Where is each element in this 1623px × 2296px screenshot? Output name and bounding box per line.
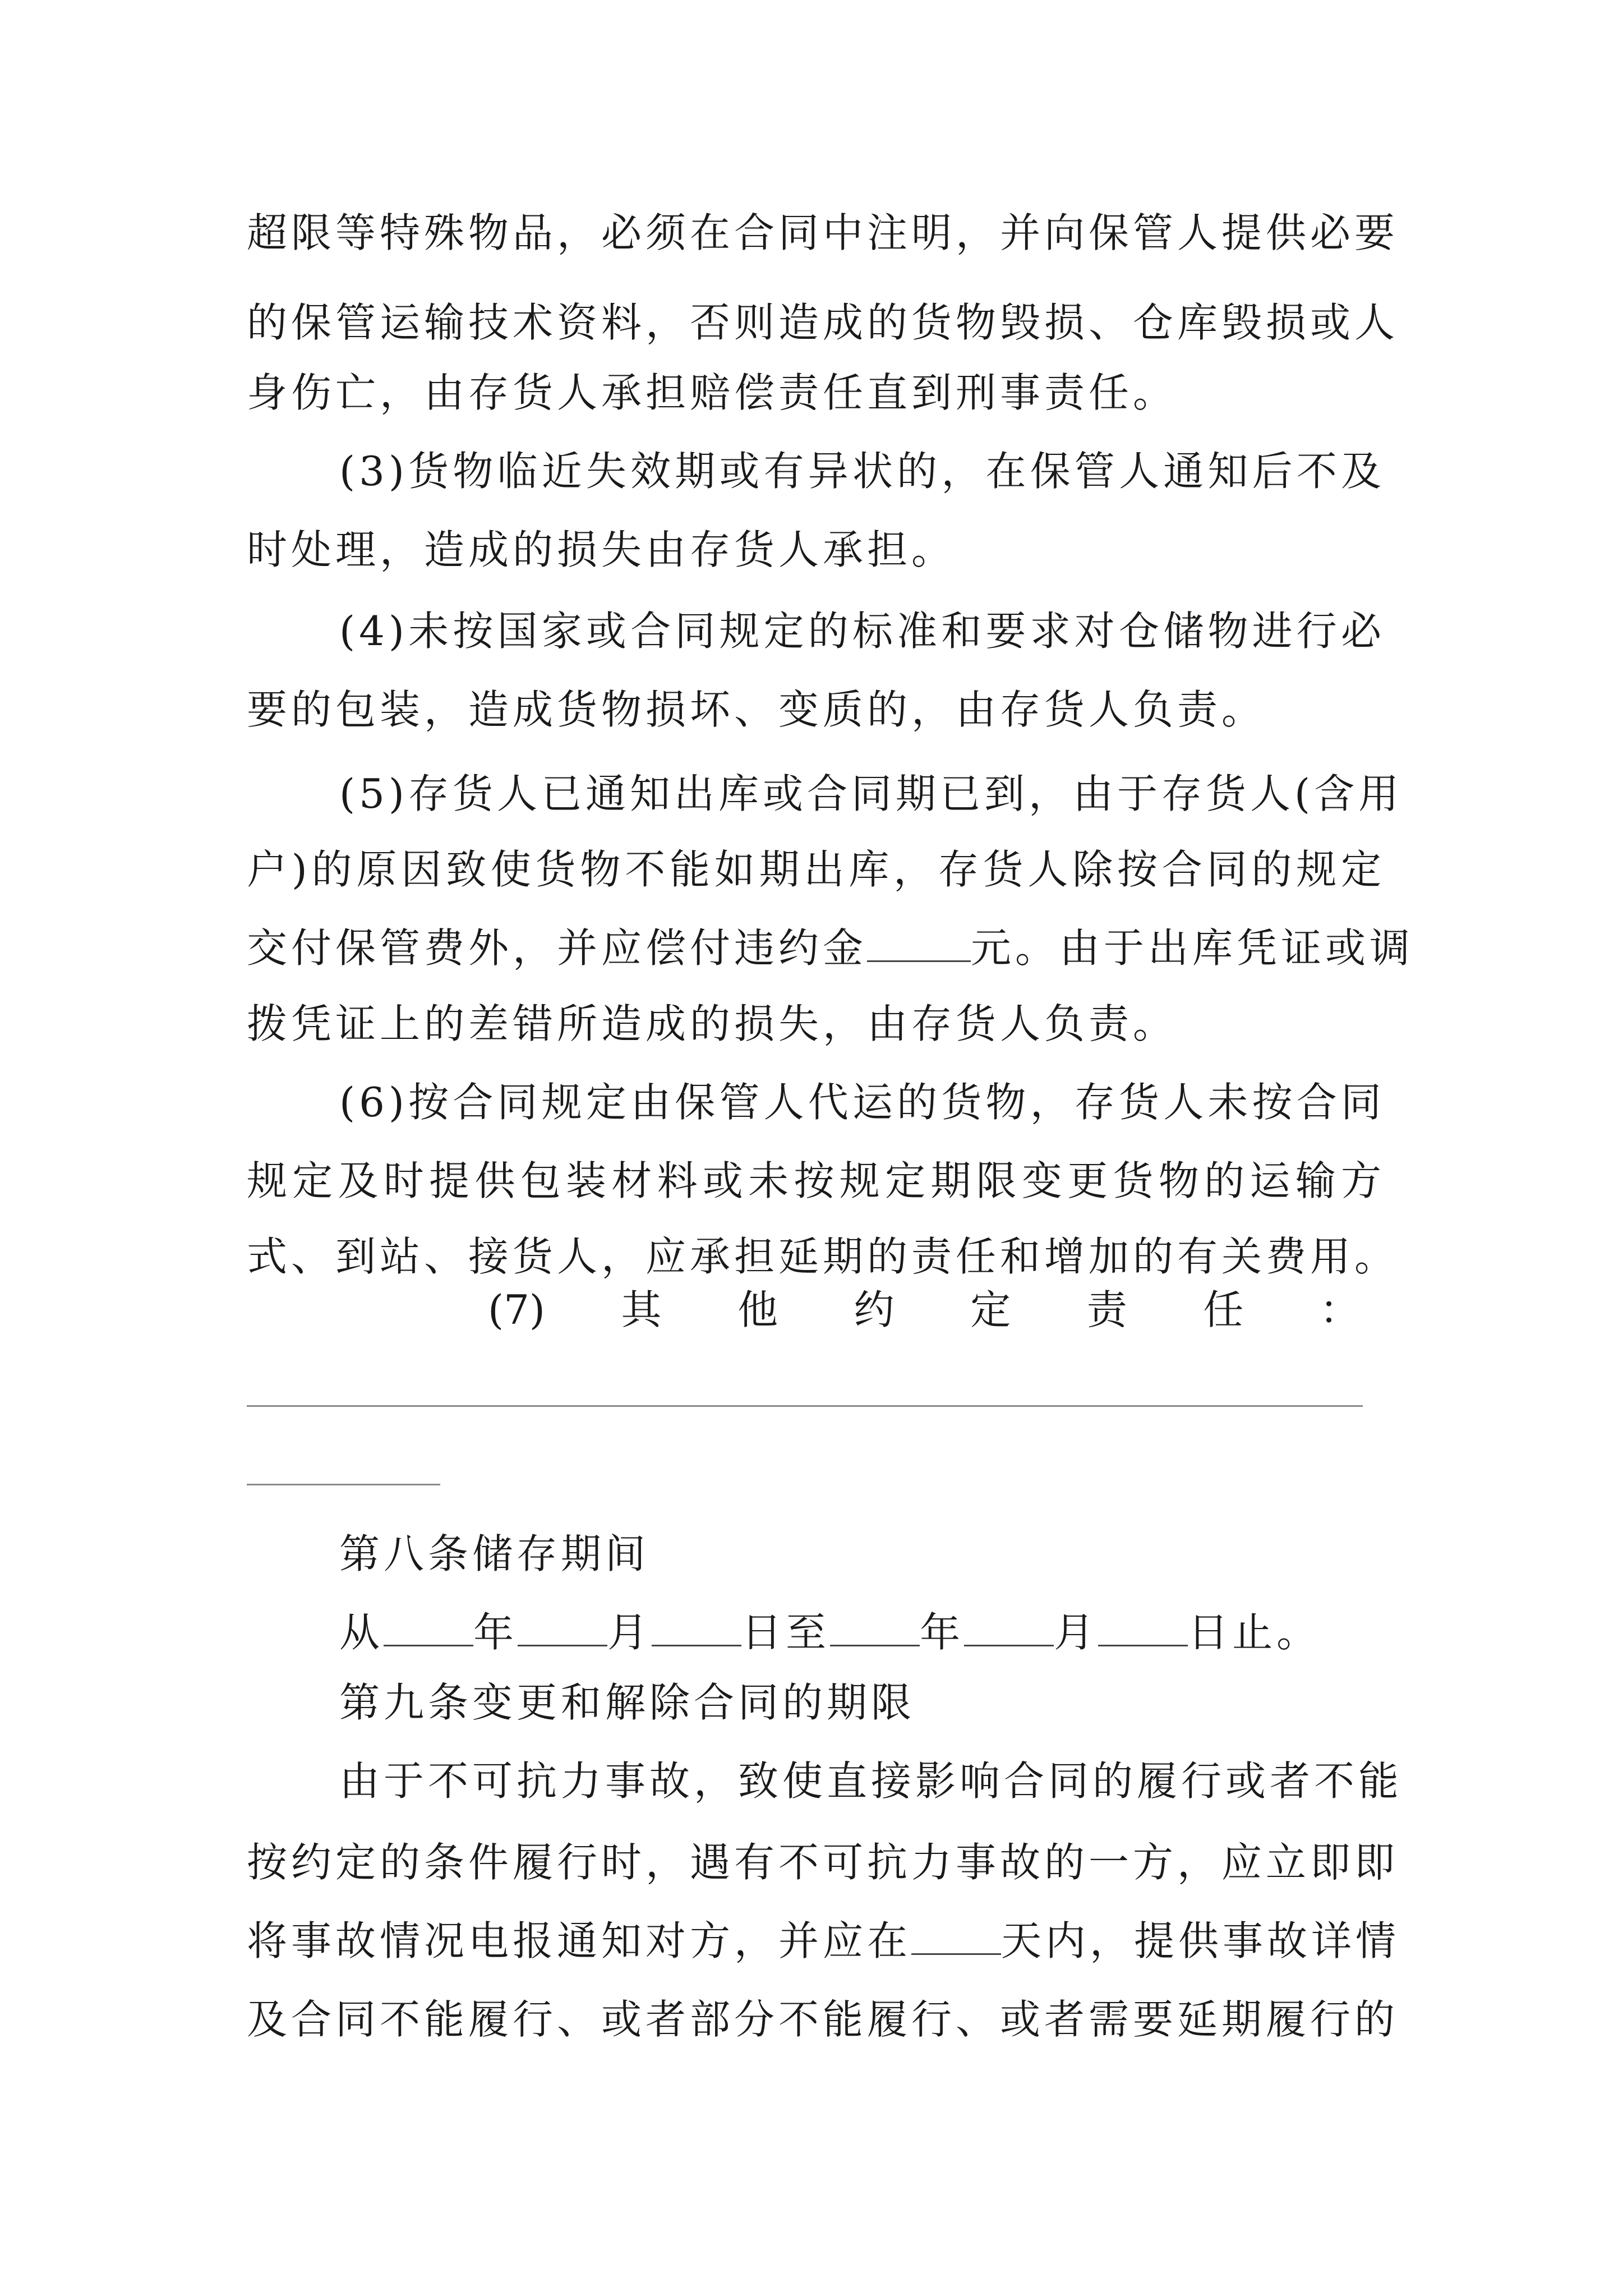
text-line: 式、到站、接货人，应承担延期的责任和增加的有关费用。 (247, 1233, 1399, 1280)
text-segment: 交付保管费外，并应偿付违约金 (247, 924, 868, 972)
text-line: 按约定的条件履行时，遇有不可抗力事故的一方，应立即即 (247, 1839, 1399, 1886)
text-line: 拨凭证上的差错所造成的损失，由存货人负责。 (247, 1000, 1178, 1047)
section-heading: 第八条储存期间 (339, 1530, 650, 1577)
text-line: 户)的原因致使货物不能如期出库，存货人除按合同的规定 (247, 846, 1385, 893)
text-segment: 年 (920, 1609, 965, 1656)
clause-token: 责 (1086, 1286, 1127, 1333)
fill-in-rule[interactable] (247, 1405, 1363, 1407)
section-heading: 第九条变更和解除合同的期限 (339, 1679, 916, 1726)
fill-in-blank[interactable] (964, 1639, 1054, 1646)
clause-token: (7) (488, 1286, 545, 1333)
text-segment: 月 (607, 1609, 652, 1656)
text-segment: 日止。 (1188, 1609, 1321, 1656)
text-segment: 日至 (741, 1609, 831, 1656)
clause-token: 定 (970, 1286, 1011, 1333)
clause-token: 他 (737, 1286, 778, 1333)
text-line: (6)按合同规定由保管人代运的货物，存货人未按合同 (339, 1079, 1385, 1126)
text-line: 由于不可抗力事故，致使直接影响合同的履行或者不能 (339, 1757, 1403, 1805)
storage-period-line (339, 1604, 1385, 1660)
text-line: (3)货物临近失效期或有异状的，在保管人通知后不及 (339, 448, 1385, 495)
fill-in-blank[interactable] (911, 1948, 1001, 1955)
text-line: 的保管运输技术资料，否则造成的货物毁损、仓库毁损或人 (247, 299, 1399, 346)
text-line-with-blank (247, 920, 1414, 976)
text-segment: 月 (1054, 1609, 1099, 1656)
text-segment: 从 (339, 1609, 384, 1656)
text-line: 规定及时提供包装材料或未按规定期限变更货物的运输方 (247, 1157, 1385, 1204)
fill-in-blank[interactable] (867, 955, 971, 962)
text-line: 及合同不能履行、或者部分不能履行、或者需要延期履行的 (247, 1996, 1399, 2043)
text-line: 时处理，造成的损失由存货人承担。 (247, 526, 956, 573)
text-line: 身伤亡，由存货人承担赔偿责任直到刑事责任。 (247, 369, 1178, 416)
text-segment: 天内，提供事故详情 (1001, 1917, 1400, 1964)
clause-token: 其 (621, 1286, 662, 1333)
clause-token: ： (1319, 1286, 1360, 1333)
fill-in-blank[interactable] (830, 1639, 920, 1646)
text-segment: 年 (473, 1609, 518, 1656)
fill-in-blank[interactable] (384, 1639, 473, 1646)
text-segment: 将事故情况电报通知对方，并应在 (247, 1917, 912, 1964)
text-line: (4)未按国家或合同规定的标准和要求对仓储物进行必 (339, 608, 1385, 655)
fill-in-blank[interactable] (518, 1639, 607, 1646)
clause-7-heading (247, 1282, 1360, 1338)
text-line: 要的包装，造成货物损坏、变质的，由存货人负责。 (247, 686, 1266, 733)
fill-in-blank[interactable] (652, 1639, 741, 1646)
text-segment: 元。由于出库凭证或调 (971, 924, 1414, 972)
text-line: 超限等特殊物品，必须在合同中注明，并向保管人提供必要 (247, 209, 1399, 256)
fill-in-blank[interactable] (1098, 1639, 1188, 1646)
fill-in-rule[interactable] (247, 1484, 440, 1485)
clause-token: 约 (854, 1286, 895, 1333)
text-line: (5)存货人已通知出库或合同期已到，由于存货人(含用 (339, 770, 1403, 817)
text-line-with-blank (247, 1913, 1400, 1969)
clause-token: 任 (1203, 1286, 1244, 1333)
